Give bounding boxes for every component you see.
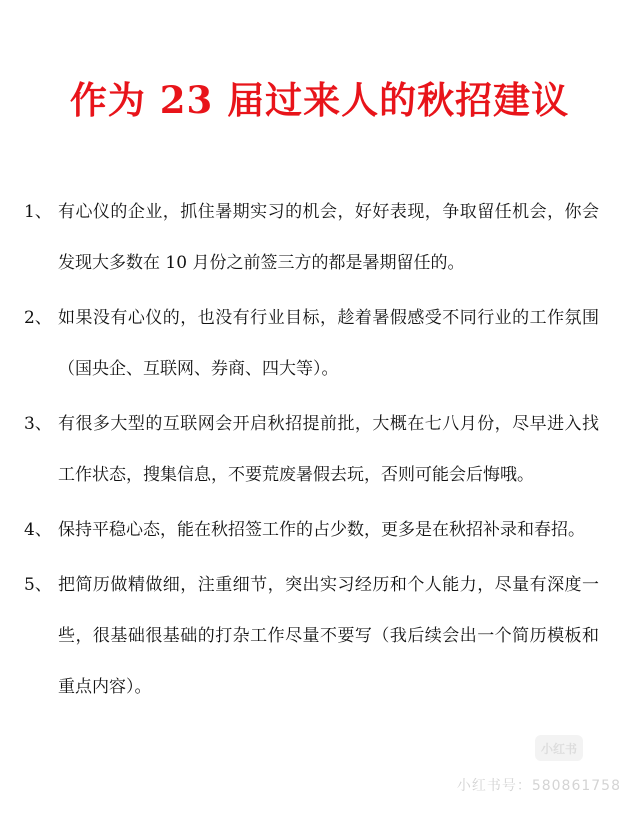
- watermark-text: 小红书号：580861758: [456, 778, 621, 794]
- list-item: [24, 560, 599, 713]
- item-text: 把简历做精做细，注重细节，突出实习经历和个人能力，尽量有深度一些，很基础很基础的打杂工作尽量不要写（我后续会出一个简历模板和重点内容）。: [58, 575, 599, 697]
- item-number: 1、: [24, 202, 52, 222]
- item-text: 有心仪的企业，抓住暑期实习的机会，好好表现，争取留任机会，你会发现大多数在 10 月份之前签三方的都是暑期留任的。: [58, 202, 599, 273]
- watermark-logo: 小红书: [535, 735, 583, 761]
- page-title: 作为 23 届过来人的秋招建议: [69, 78, 570, 122]
- list-item: [24, 505, 599, 556]
- item-text: 保持平稳心态，能在秋招签工作的占少数，更多是在秋招补录和春招。: [58, 520, 585, 540]
- item-number: 5、: [24, 575, 52, 595]
- item-text: 有很多大型的互联网会开启秋招提前批，大概在七八月份，尽早进入找工作状态，搜集信息，不要荒废暑假去玩，否则可能会后悔哦。: [58, 414, 599, 485]
- item-number: 2、: [24, 308, 52, 328]
- list-item: [24, 399, 599, 501]
- list-item: [24, 293, 599, 395]
- item-number: 4、: [24, 520, 52, 540]
- item-text: 如果没有心仪的，也没有行业目标，趁着暑假感受不同行业的工作氛围（国央企、互联网、券商、四大等）。: [58, 308, 599, 379]
- list-item: [24, 187, 599, 289]
- advice-list: [24, 187, 599, 717]
- item-number: 3、: [24, 414, 52, 434]
